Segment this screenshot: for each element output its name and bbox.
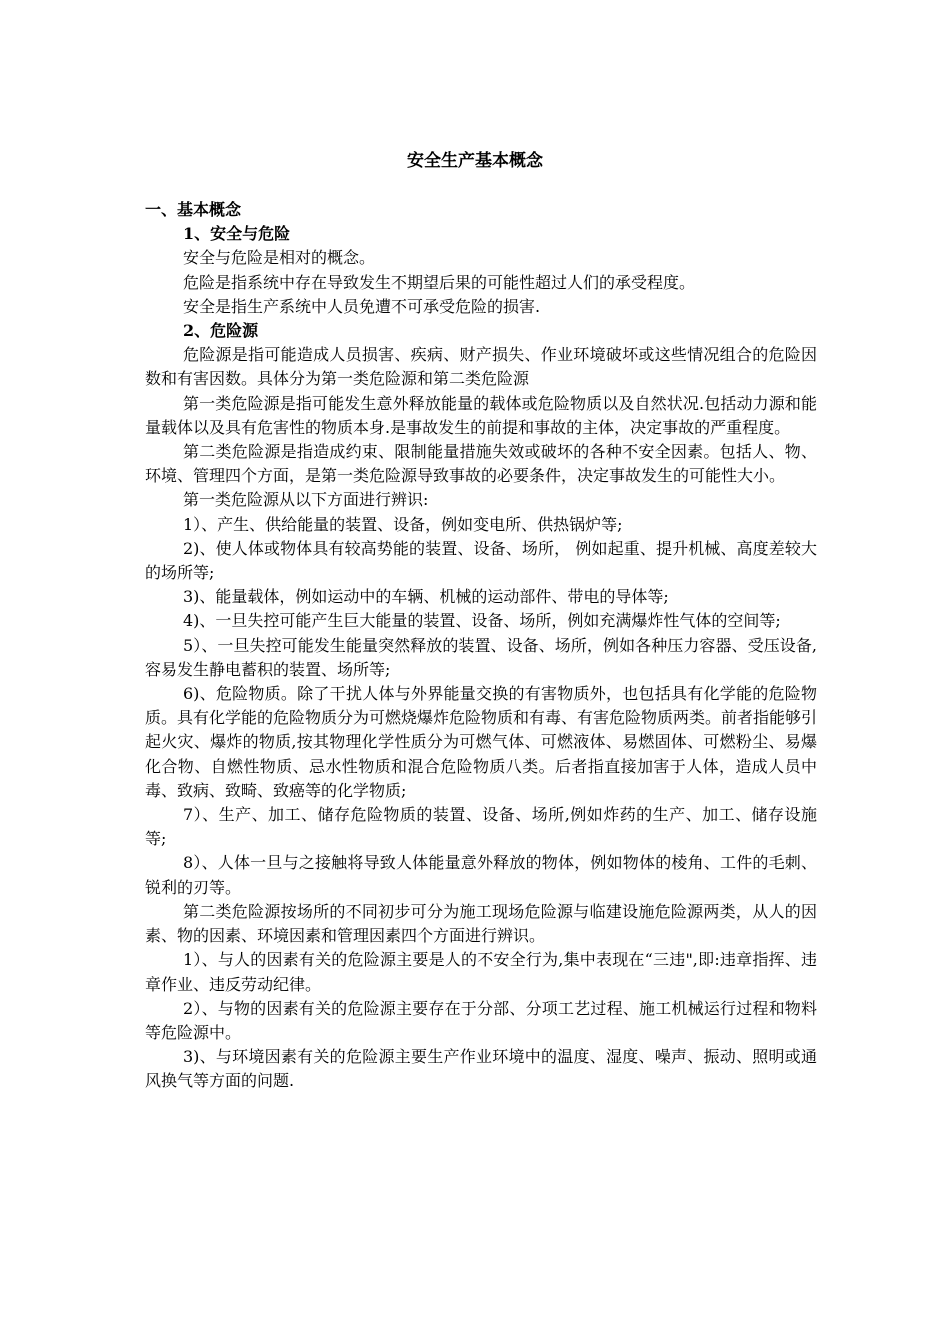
paragraph: 第一类危险源从以下方面进行辨识:: [183, 490, 429, 510]
document-body: [145, 198, 817, 1094]
subsection-heading: 2、危险源: [183, 321, 259, 341]
section-heading: 一、基本概念: [145, 200, 242, 219]
paragraph: 第二类危险源按场所的不同初步可分为施工现场危险源与临建设施危险源两类，从人的因素、物的因素、环境因素和管理因素四个方面进行辨识。: [145, 901, 817, 946]
list-item: 1）、与人的因素有关的危险源主要是人的不安全行为,集中表现在“三违",即:违章指挥、违章作业、违反劳动纪律。: [145, 950, 817, 994]
list-item: 8）、人体一旦与之接触将导致人体能量意外释放的物体，例如物体的棱角、工件的毛刺、锐利的刃等。: [145, 853, 817, 897]
paragraph: 安全是指生产系统中人员免遭不可承受危险的损害.: [183, 296, 541, 316]
list-item: 2）、与物的因素有关的危险源主要存在于分部、分项工艺过程、施工机械运行过程和物料等危险源中。: [145, 998, 817, 1042]
list-item: 4)、一旦失控可能产生巨大能量的装置、设备、场所，例如充满爆炸性气体的空间等;: [183, 611, 781, 631]
list-item: 7）、生产、加工、储存危险物质的装置、设备、场所,例如炸药的生产、加工、储存设施等;: [145, 805, 817, 849]
list-item: 6)、危险物质。除了干扰人体与外界能量交换的有害物质外，也包括具有化学能的危险物质。具有化学能的危险物质分为可燃烧爆炸危险物质和有毒、有害危险物质两类。前者指能够引起火灾、爆炸的物质,按其物理化学性质分为可燃气体、可燃液体、易燃固体、可燃粉尘、易爆化合物、自燃性物质、忌水性物质和混合危险物质八类。后者指直接加害于人体，造成人员中毒、致病、致畸、致癌等的化学物质;: [145, 684, 818, 800]
paragraph: 危险是指系统中存在导致发生不期望后果的可能性超过人们的承受程度。: [183, 272, 696, 292]
paragraph: 安全与危险是相对的概念。: [183, 248, 376, 268]
subsection-heading: 1、安全与危险: [183, 224, 291, 244]
paragraph: 危险源是指可能造成人员损害、疾病、财产损失、作业环境破坏或这些情况组合的危险因数和有害因数。具体分为第一类危险源和第二类危险源: [145, 345, 817, 389]
paragraph: 第一类危险源是指可能发生意外释放能量的载体或危险物质以及自然状况.包括动力源和能量载体以及具有危害性的物质本身.是事故发生的前提和事故的主体，决定事故的严重程度。: [145, 393, 817, 437]
list-item: 1）、产生、供给能量的装置、设备，例如变电所、供热锅炉等;: [183, 514, 623, 534]
document-title: 安全生产基本概念: [407, 151, 543, 171]
list-item: 5）、一旦失控可能发生能量突然释放的装置、设备、场所，例如各种压力容器、受压设备,容易发生静电蓄积的装置、场所等;: [145, 635, 817, 679]
list-item: 2)、使人体或物体具有较高势能的装置、设备、场所， 例如起重、提升机械、高度差较大的场所等;: [145, 538, 817, 583]
paragraph: 第二类危险源是指造成约束、限制能量措施失效或破坏的各种不安全因素。包括人、物、环境、管理四个方面，是第一类危险源导致事故的必要条件，决定事故发生的可能性大小。: [145, 442, 817, 486]
list-item: 3)、能量载体，例如运动中的车辆、机械的运动部件、带电的导体等;: [183, 587, 669, 607]
list-item: 3)、与环境因素有关的危险源主要生产作业环境中的温度、湿度、噪声、振动、照明或通风换气等方面的问题.: [145, 1047, 817, 1091]
